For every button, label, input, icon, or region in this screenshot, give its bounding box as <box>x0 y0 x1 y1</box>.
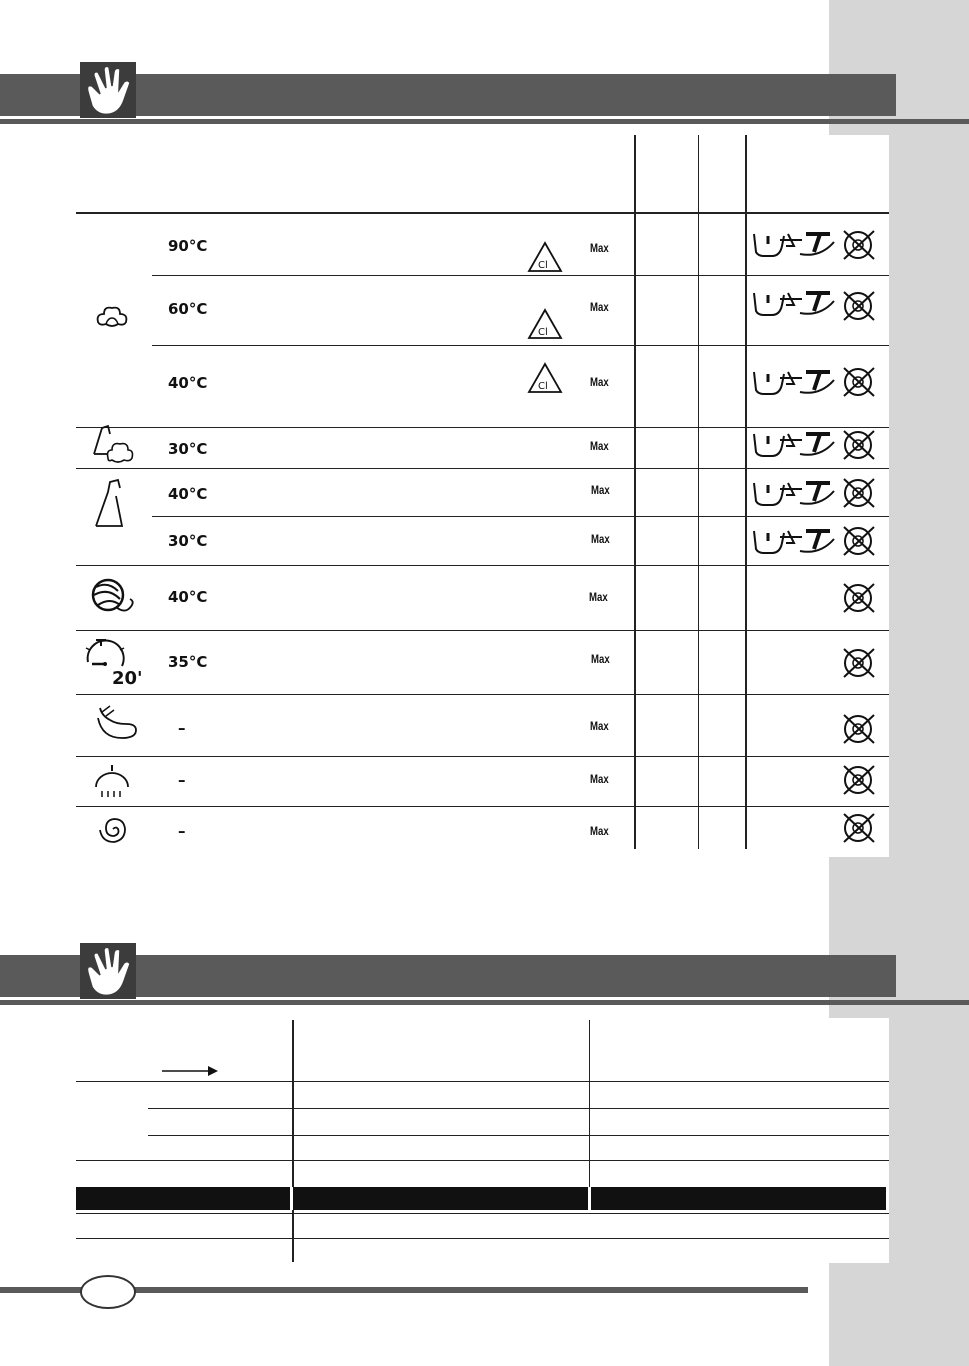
bleach-triangle-icon <box>527 308 563 340</box>
no-tumble-dry-icon <box>840 762 878 798</box>
synthetic-icon <box>92 476 132 530</box>
row-divider <box>152 275 889 276</box>
hand-icon <box>80 943 136 999</box>
timer-label: 20' <box>112 668 143 686</box>
detergent-drawer-icon <box>750 477 840 509</box>
temperature-spin: – <box>178 822 186 840</box>
row-divider <box>76 1160 889 1161</box>
no-tumble-dry-icon <box>840 364 878 400</box>
detergent-drawer-icon <box>750 366 840 398</box>
max-load-label: Max <box>590 824 609 838</box>
column-divider <box>634 135 636 849</box>
wool-icon <box>86 575 136 619</box>
section-rule-1 <box>0 119 969 124</box>
drain-icon <box>92 763 132 801</box>
row-divider <box>76 1213 889 1214</box>
temperature-35-quick: 35°C <box>168 653 208 671</box>
svg-text:Cl: Cl <box>538 381 548 392</box>
column-divider <box>589 1020 590 1188</box>
table-panel-bottom <box>829 1018 889 1263</box>
quick-wash-timer-icon <box>80 636 146 686</box>
detergent-drawer-icon <box>750 228 840 260</box>
row-divider <box>76 694 889 695</box>
no-tumble-dry-icon <box>840 475 878 511</box>
temperature-90: 90°C <box>168 237 208 255</box>
row-divider <box>76 630 889 631</box>
cotton-icon <box>94 302 130 330</box>
no-tumble-dry-icon <box>840 810 878 846</box>
no-tumble-dry-icon <box>840 523 878 559</box>
max-load-label: Max <box>590 241 609 255</box>
max-load-label: Max <box>590 719 609 733</box>
highlighted-row <box>76 1187 886 1210</box>
table-header-rule <box>76 212 889 214</box>
no-tumble-dry-icon <box>840 227 878 263</box>
column-divider <box>292 1020 294 1262</box>
no-tumble-dry-icon <box>840 580 878 616</box>
bleach-triangle-icon <box>527 241 563 273</box>
svg-text:Cl: Cl <box>538 260 548 271</box>
row-divider <box>76 468 889 469</box>
no-tumble-dry-icon <box>840 427 878 463</box>
detergent-drawer-icon <box>750 525 840 557</box>
max-load-label: Max <box>591 652 610 666</box>
temperature-rinse: – <box>178 719 186 737</box>
max-load-label: Max <box>591 532 610 546</box>
column-divider <box>745 135 747 849</box>
row-divider <box>152 516 889 517</box>
arrow-right-icon <box>160 1064 220 1078</box>
easy-care-cotton-icon <box>90 424 134 466</box>
row-divider <box>76 1238 889 1239</box>
section-rule-2 <box>0 1000 969 1005</box>
row-divider <box>76 756 889 757</box>
max-load-label: Max <box>590 772 609 786</box>
max-load-label: Max <box>590 375 609 389</box>
bleach-triangle-icon <box>527 362 563 394</box>
temperature-30-easy-care: 30°C <box>168 440 208 458</box>
hand-icon <box>80 62 136 118</box>
row-divider <box>148 1108 889 1109</box>
no-tumble-dry-icon <box>840 288 878 324</box>
row-divider <box>152 345 889 346</box>
column-divider <box>698 135 699 849</box>
max-load-label: Max <box>591 483 610 497</box>
page-number-badge <box>80 1275 136 1309</box>
row-divider <box>76 565 889 566</box>
spin-icon <box>96 812 130 846</box>
detergent-drawer-icon <box>750 428 840 460</box>
temperature-drain: – <box>178 771 186 789</box>
temperature-40-synthetic: 40°C <box>168 485 208 503</box>
row-divider <box>76 1081 889 1082</box>
detergent-drawer-icon <box>750 287 840 319</box>
temperature-30-synthetic: 30°C <box>168 532 208 550</box>
no-tumble-dry-icon <box>840 711 878 747</box>
temperature-40-wool: 40°C <box>168 588 208 606</box>
max-load-label: Max <box>589 590 608 604</box>
rinse-icon <box>92 702 142 744</box>
max-load-label: Max <box>590 300 609 314</box>
svg-text:Cl: Cl <box>538 327 548 338</box>
no-tumble-dry-icon <box>840 645 878 681</box>
row-divider <box>76 806 889 807</box>
temperature-60: 60°C <box>168 300 208 318</box>
max-load-label: Max <box>590 439 609 453</box>
row-divider <box>148 1135 889 1136</box>
temperature-40: 40°C <box>168 374 208 392</box>
